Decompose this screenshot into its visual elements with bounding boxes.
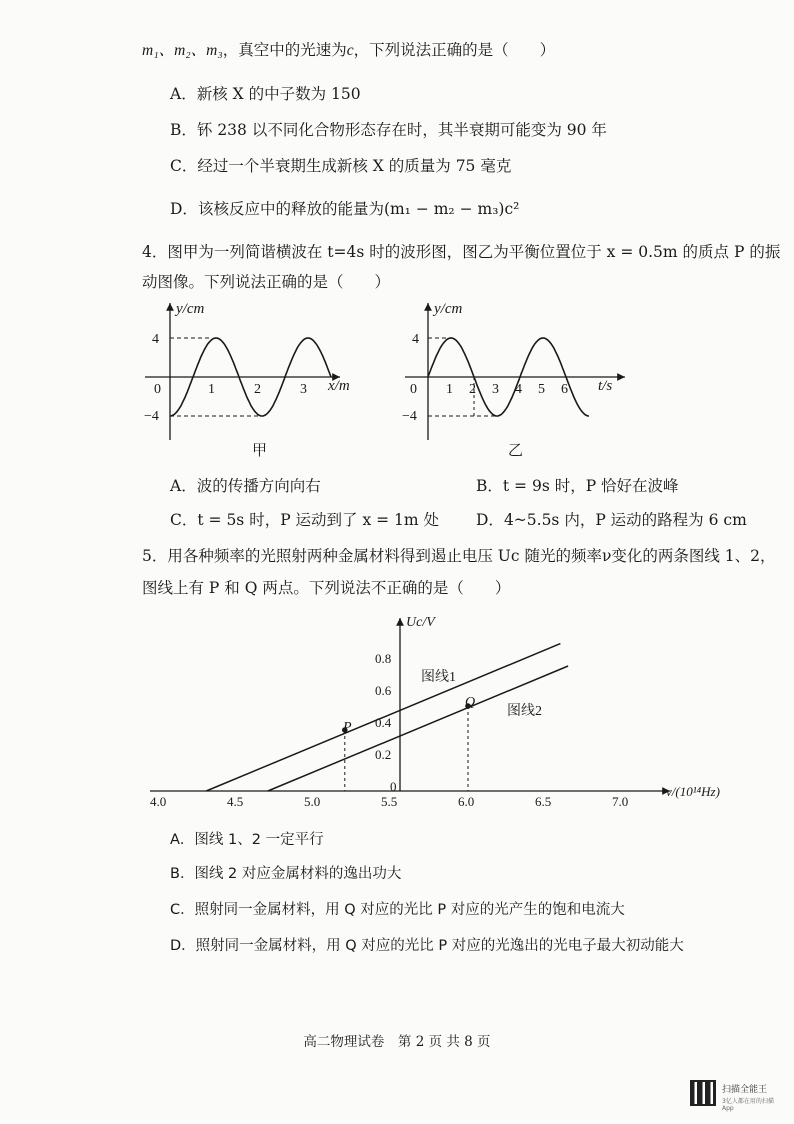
- q4-option-b[interactable]: [476, 474, 679, 496]
- option-label: B．: [476, 477, 503, 495]
- option-label: A．: [170, 832, 195, 848]
- option-text: 经过一个半衰期生成新核 X 的质量为 75 毫克: [197, 157, 512, 175]
- page-footer: 高二物理试卷 第 2 页 共 8 页: [303, 1034, 491, 1050]
- jia-ytick-4: 4: [152, 332, 159, 347]
- jia-xtick-2: 2: [254, 382, 261, 397]
- q5-chart: [140, 608, 750, 813]
- option-text: 波的传播方向向右: [196, 477, 321, 495]
- q3-option-d[interactable]: [170, 197, 519, 219]
- option-label: B．: [170, 866, 195, 882]
- q5-ytick: 0.6: [375, 683, 392, 698]
- q5-option-a[interactable]: [170, 828, 324, 849]
- q5-xtick: 4.0: [150, 794, 167, 809]
- q5-stem-line1: 5．用各种频率的光照射两种金属材料得到遏止电压 Uc 随光的频率ν变化的两条图线 1、2，: [142, 547, 776, 565]
- option-text: 照射同一金属材料，用 Q 对应的光比 P 对应的光逸出的光电子最大初动能大: [195, 938, 684, 954]
- jia-xtick-0: 0: [154, 382, 161, 397]
- q4-option-c[interactable]: [170, 508, 439, 530]
- yi-xtick-0: 0: [410, 382, 417, 397]
- q3-stem: [142, 38, 555, 60]
- yi-xtick-5: 5: [538, 382, 545, 397]
- option-label: C．: [170, 157, 198, 175]
- q5-option-d[interactable]: [170, 934, 684, 955]
- q5-xtick: 5.0: [304, 794, 321, 809]
- qr-code-icon: [690, 1080, 716, 1106]
- option-label: C．: [170, 902, 195, 918]
- q3-mass-vars: m₁、m₂、m₃: [142, 42, 223, 59]
- option-text: t = 9s 时，P 恰好在波峰: [502, 477, 679, 495]
- jia-xtick-3: 3: [300, 382, 307, 397]
- q5-ytick: 0: [390, 779, 397, 794]
- q4-graph-jia: [140, 295, 370, 465]
- option-label: D．: [476, 511, 504, 529]
- option-text: 新核 X 的中子数为 150: [196, 85, 361, 103]
- option-label: A．: [170, 477, 197, 495]
- q3-option-c[interactable]: [170, 154, 511, 176]
- yi-xtick-2: 2: [469, 382, 476, 397]
- q5-xtick: 7.0: [612, 794, 629, 809]
- option-text: 图线 1、2 一定平行: [194, 832, 324, 848]
- q5-line2-label: 图线2: [507, 704, 542, 719]
- badge-title: 扫描全能王: [722, 1085, 768, 1095]
- jia-caption: 甲: [252, 443, 268, 459]
- option-label: B．: [170, 121, 197, 139]
- q3-option-b[interactable]: [170, 118, 607, 140]
- yi-ytick-neg4: −4: [402, 409, 417, 424]
- option-label: D．: [170, 938, 196, 954]
- jia-xtick-1: 1: [208, 382, 215, 397]
- q5-ytick: 0.8: [375, 651, 392, 666]
- q4-stem-line2: 动图像。下列说法正确的是（ ）: [142, 273, 391, 291]
- q5-series-line-2: [268, 666, 568, 791]
- yi-xtick-6: 6: [561, 382, 568, 397]
- q4-option-d[interactable]: [476, 508, 747, 530]
- q3-option-a[interactable]: [170, 82, 361, 104]
- option-text: 钚 238 以不同化合物形态存在时，其半衰期可能变为 90 年: [196, 121, 607, 139]
- q5-xtick: 5.5: [381, 794, 398, 809]
- option-text: 照射同一金属材料，用 Q 对应的光比 P 对应的光产生的饱和电流大: [194, 902, 625, 918]
- q5-xtick: 4.5: [227, 794, 244, 809]
- q5-ylabel: Uc/V: [406, 615, 435, 630]
- option-text: 图线 2 对应金属材料的逸出功大: [194, 866, 402, 882]
- yi-xtick-1: 1: [446, 382, 453, 397]
- jia-xlabel: x/m: [328, 378, 350, 394]
- q4-graph-yi: [400, 295, 640, 465]
- option-text: 该核反应中的释放的能量为(m₁ − m₂ − m₃)c²: [197, 200, 520, 218]
- yi-xtick-4: 4: [515, 382, 522, 397]
- q5-ytick: 0.2: [375, 747, 392, 762]
- yi-caption: 乙: [508, 443, 524, 459]
- scanner-badge: [690, 1080, 782, 1110]
- q5-xlabel: ν/(10¹⁴Hz): [666, 784, 720, 799]
- q5-line1-label: 图线1: [421, 670, 456, 685]
- q5-stem-line2: 图线上有 P 和 Q 两点。下列说法不正确的是（ ）: [142, 579, 511, 597]
- option-label: C．: [170, 511, 198, 529]
- q4-option-a[interactable]: [170, 474, 321, 496]
- q3-stem-end: ，下列说法正确的是（ ）: [353, 41, 556, 59]
- yi-xlabel: t/s: [598, 378, 613, 394]
- option-label: D．: [170, 200, 198, 218]
- q5-option-b[interactable]: [170, 862, 401, 883]
- q5-xtick: 6.0: [458, 794, 475, 809]
- yi-ylabel: y/cm: [434, 301, 463, 317]
- q5-option-c[interactable]: [170, 898, 625, 919]
- q5-P-label: P: [343, 720, 352, 735]
- yi-xtick-3: 3: [492, 382, 499, 397]
- q4-stem-line1: 4．图甲为一列简谐横波在 t=4s 时的波形图，图乙为平衡位置位于 x = 0.5m 的质点 P 的振: [142, 243, 781, 261]
- q5-xtick: 6.5: [535, 794, 552, 809]
- option-text: 4~5.5s 内，P 运动的路程为 6 cm: [503, 511, 747, 529]
- jia-ytick-neg4: −4: [144, 409, 159, 424]
- q3-stem-text: ，真空中的光速为: [222, 41, 347, 59]
- q3-c-symbol: c: [346, 42, 354, 59]
- yi-ytick-4: 4: [412, 332, 419, 347]
- badge-subtitle: 3亿人都在用的扫描App: [722, 1098, 774, 1112]
- option-label: A．: [170, 85, 197, 103]
- option-text: t = 5s 时，P 运动到了 x = 1m 处: [197, 511, 440, 529]
- jia-ylabel: y/cm: [176, 301, 205, 317]
- q5-Q-label: Q: [465, 695, 476, 710]
- q5-ytick: 0.4: [375, 715, 392, 730]
